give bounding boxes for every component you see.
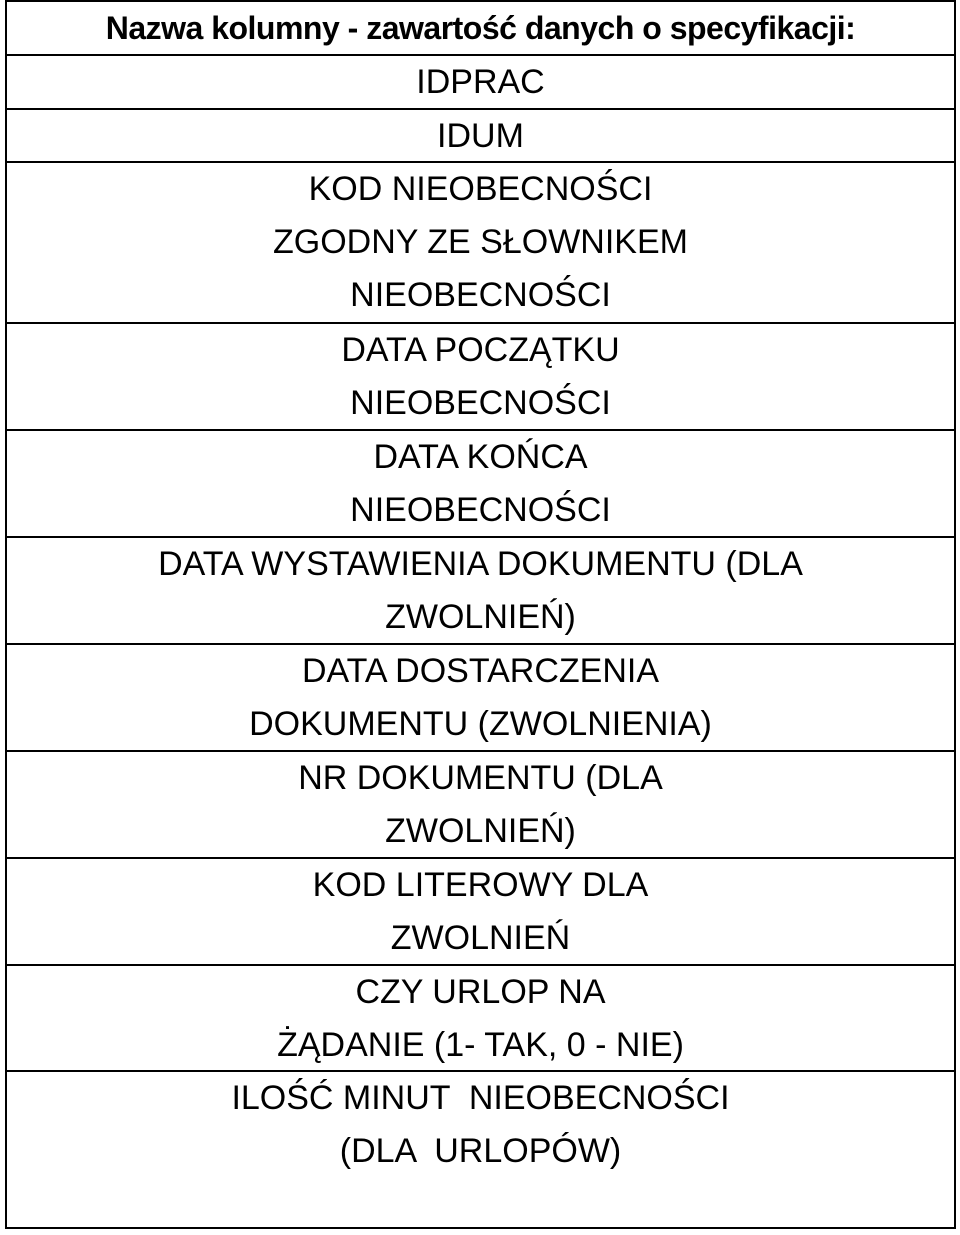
table-row — [7, 110, 954, 163]
row-text: DATA DOSTARCZENIA — [301, 652, 660, 690]
row-text: ZWOLNIEŃ — [390, 919, 571, 957]
table-row — [7, 966, 954, 1072]
row-text: KOD NIEOBECNOŚCI — [308, 170, 653, 208]
row-text: NIEOBECNOŚCI — [350, 276, 611, 314]
table-row — [7, 431, 954, 538]
table-row — [7, 163, 954, 324]
row-text: NR DOKUMENTU (DLA — [298, 759, 663, 797]
row-text: NIEOBECNOŚCI — [350, 384, 611, 422]
table-row — [7, 56, 954, 110]
row-text: NIEOBECNOŚCI — [350, 491, 611, 529]
header-title: Nazwa kolumny - zawartość danych o specyfikacji: — [105, 9, 856, 46]
table-row — [7, 324, 954, 431]
table-row — [7, 752, 954, 859]
row-text: DOKUMENTU (ZWOLNIENIA) — [249, 705, 712, 743]
row-text: KOD LITEROWY DLA — [312, 866, 649, 904]
row-text: ZWOLNIEŃ) — [385, 598, 576, 636]
table-row — [7, 538, 954, 645]
row-text: DATA POCZĄTKU — [341, 331, 620, 369]
row-text: ILOŚĆ MINUT NIEOBECNOŚCI — [231, 1079, 730, 1117]
row-text: (DLA URLOPÓW) — [339, 1132, 622, 1170]
row-text: ZGODNY ZE SŁOWNIKEM — [273, 223, 688, 261]
row-text: IDPRAC — [416, 63, 545, 101]
row-text: IDUM — [437, 117, 524, 155]
table-header — [7, 2, 954, 56]
row-text: DATA KOŃCA — [373, 438, 588, 476]
specification-table — [5, 0, 956, 1229]
table-row — [7, 859, 954, 966]
row-text: CZY URLOP NA — [355, 973, 606, 1011]
row-text: ŻĄDANIE (1- TAK, 0 - NIE) — [277, 1026, 684, 1064]
row-text: DATA WYSTAWIENIA DOKUMENTU (DLA — [158, 545, 803, 583]
table-row — [7, 1072, 954, 1229]
row-text: ZWOLNIEŃ) — [385, 812, 576, 850]
table-row — [7, 645, 954, 752]
